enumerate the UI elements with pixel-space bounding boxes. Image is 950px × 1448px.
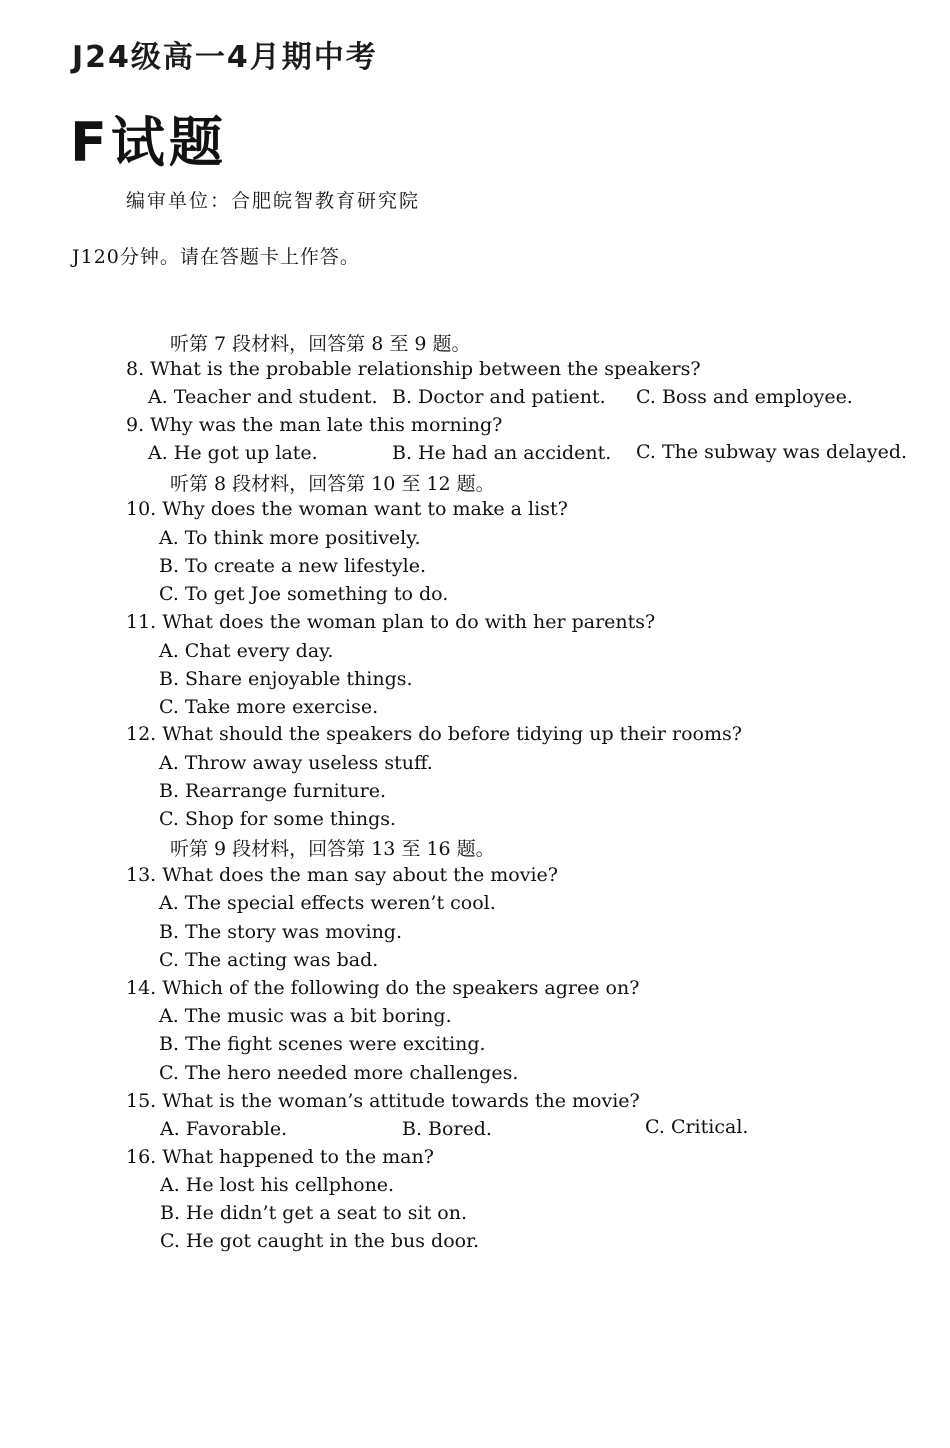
option-a: A. Chat every day.	[159, 640, 334, 662]
option-c: C. Critical.	[645, 1116, 749, 1138]
question-stem: 8. What is the probable relationship between the speakers?	[126, 358, 701, 380]
question-stem: 12. What should the speakers do before tidying up their rooms?	[126, 723, 742, 745]
option-b: B. He had an accident.	[392, 442, 612, 464]
exam-instructions: J120分钟。请在答题卡上作答。	[72, 246, 360, 268]
exam-header: J24级高一4月期中考	[72, 40, 378, 75]
option-a: A. He lost his cellphone.	[160, 1174, 395, 1196]
question-stem: 15. What is the woman’s attitude towards the movie?	[126, 1090, 640, 1112]
question-stem: 11. What does the woman plan to do with her parents?	[126, 611, 656, 633]
question-stem: 9. Why was the man late this morning?	[126, 414, 503, 436]
option-a: A. Teacher and student.	[148, 386, 378, 408]
option-b: B. Rearrange furniture.	[159, 780, 386, 802]
option-b: B. To create a new lifestyle.	[159, 555, 426, 577]
option-c: C. Take more exercise.	[159, 696, 379, 718]
option-b: B. He didn’t get a seat to sit on.	[160, 1202, 468, 1224]
question-stem: 10. Why does the woman want to make a list?	[126, 498, 568, 520]
option-c: C. He got caught in the bus door.	[160, 1230, 480, 1252]
option-c: C. To get Joe something to do.	[159, 583, 449, 605]
option-c: C. The hero needed more challenges.	[159, 1062, 519, 1084]
option-b: B. The fight scenes were exciting.	[159, 1033, 486, 1055]
question-stem: 14. Which of the following do the speakers agree on?	[126, 977, 640, 999]
option-c: C. Boss and employee.	[636, 386, 853, 408]
option-a: A. Throw away useless stuff.	[159, 752, 433, 774]
option-b: B. Share enjoyable things.	[159, 668, 413, 690]
section-heading: 听第 8 段材料，回答第 10 至 12 题。	[170, 473, 495, 495]
question-stem: 16. What happened to the man?	[126, 1146, 434, 1168]
exam-title: F试题	[70, 111, 227, 174]
option-a: A. To think more positively.	[159, 527, 421, 549]
option-c: C. The acting was bad.	[159, 949, 379, 971]
option-c: C. The subway was delayed.	[636, 441, 908, 463]
option-a: A. The special effects weren’t cool.	[159, 892, 496, 914]
option-a: A. The music was a bit boring.	[159, 1005, 452, 1027]
compiler-line: 编审单位：合肥皖智教育研究院	[126, 190, 421, 212]
question-stem: 13. What does the man say about the movie?	[126, 864, 558, 886]
option-b: B. Doctor and patient.	[392, 386, 606, 408]
section-heading: 听第 9 段材料，回答第 13 至 16 题。	[170, 838, 495, 860]
option-a: A. He got up late.	[148, 442, 318, 464]
option-b: B. Bored.	[402, 1118, 492, 1140]
option-b: B. The story was moving.	[159, 921, 403, 943]
option-c: C. Shop for some things.	[159, 808, 397, 830]
section-heading: 听第 7 段材料，回答第 8 至 9 题。	[170, 333, 471, 355]
option-a: A. Favorable.	[160, 1118, 288, 1140]
